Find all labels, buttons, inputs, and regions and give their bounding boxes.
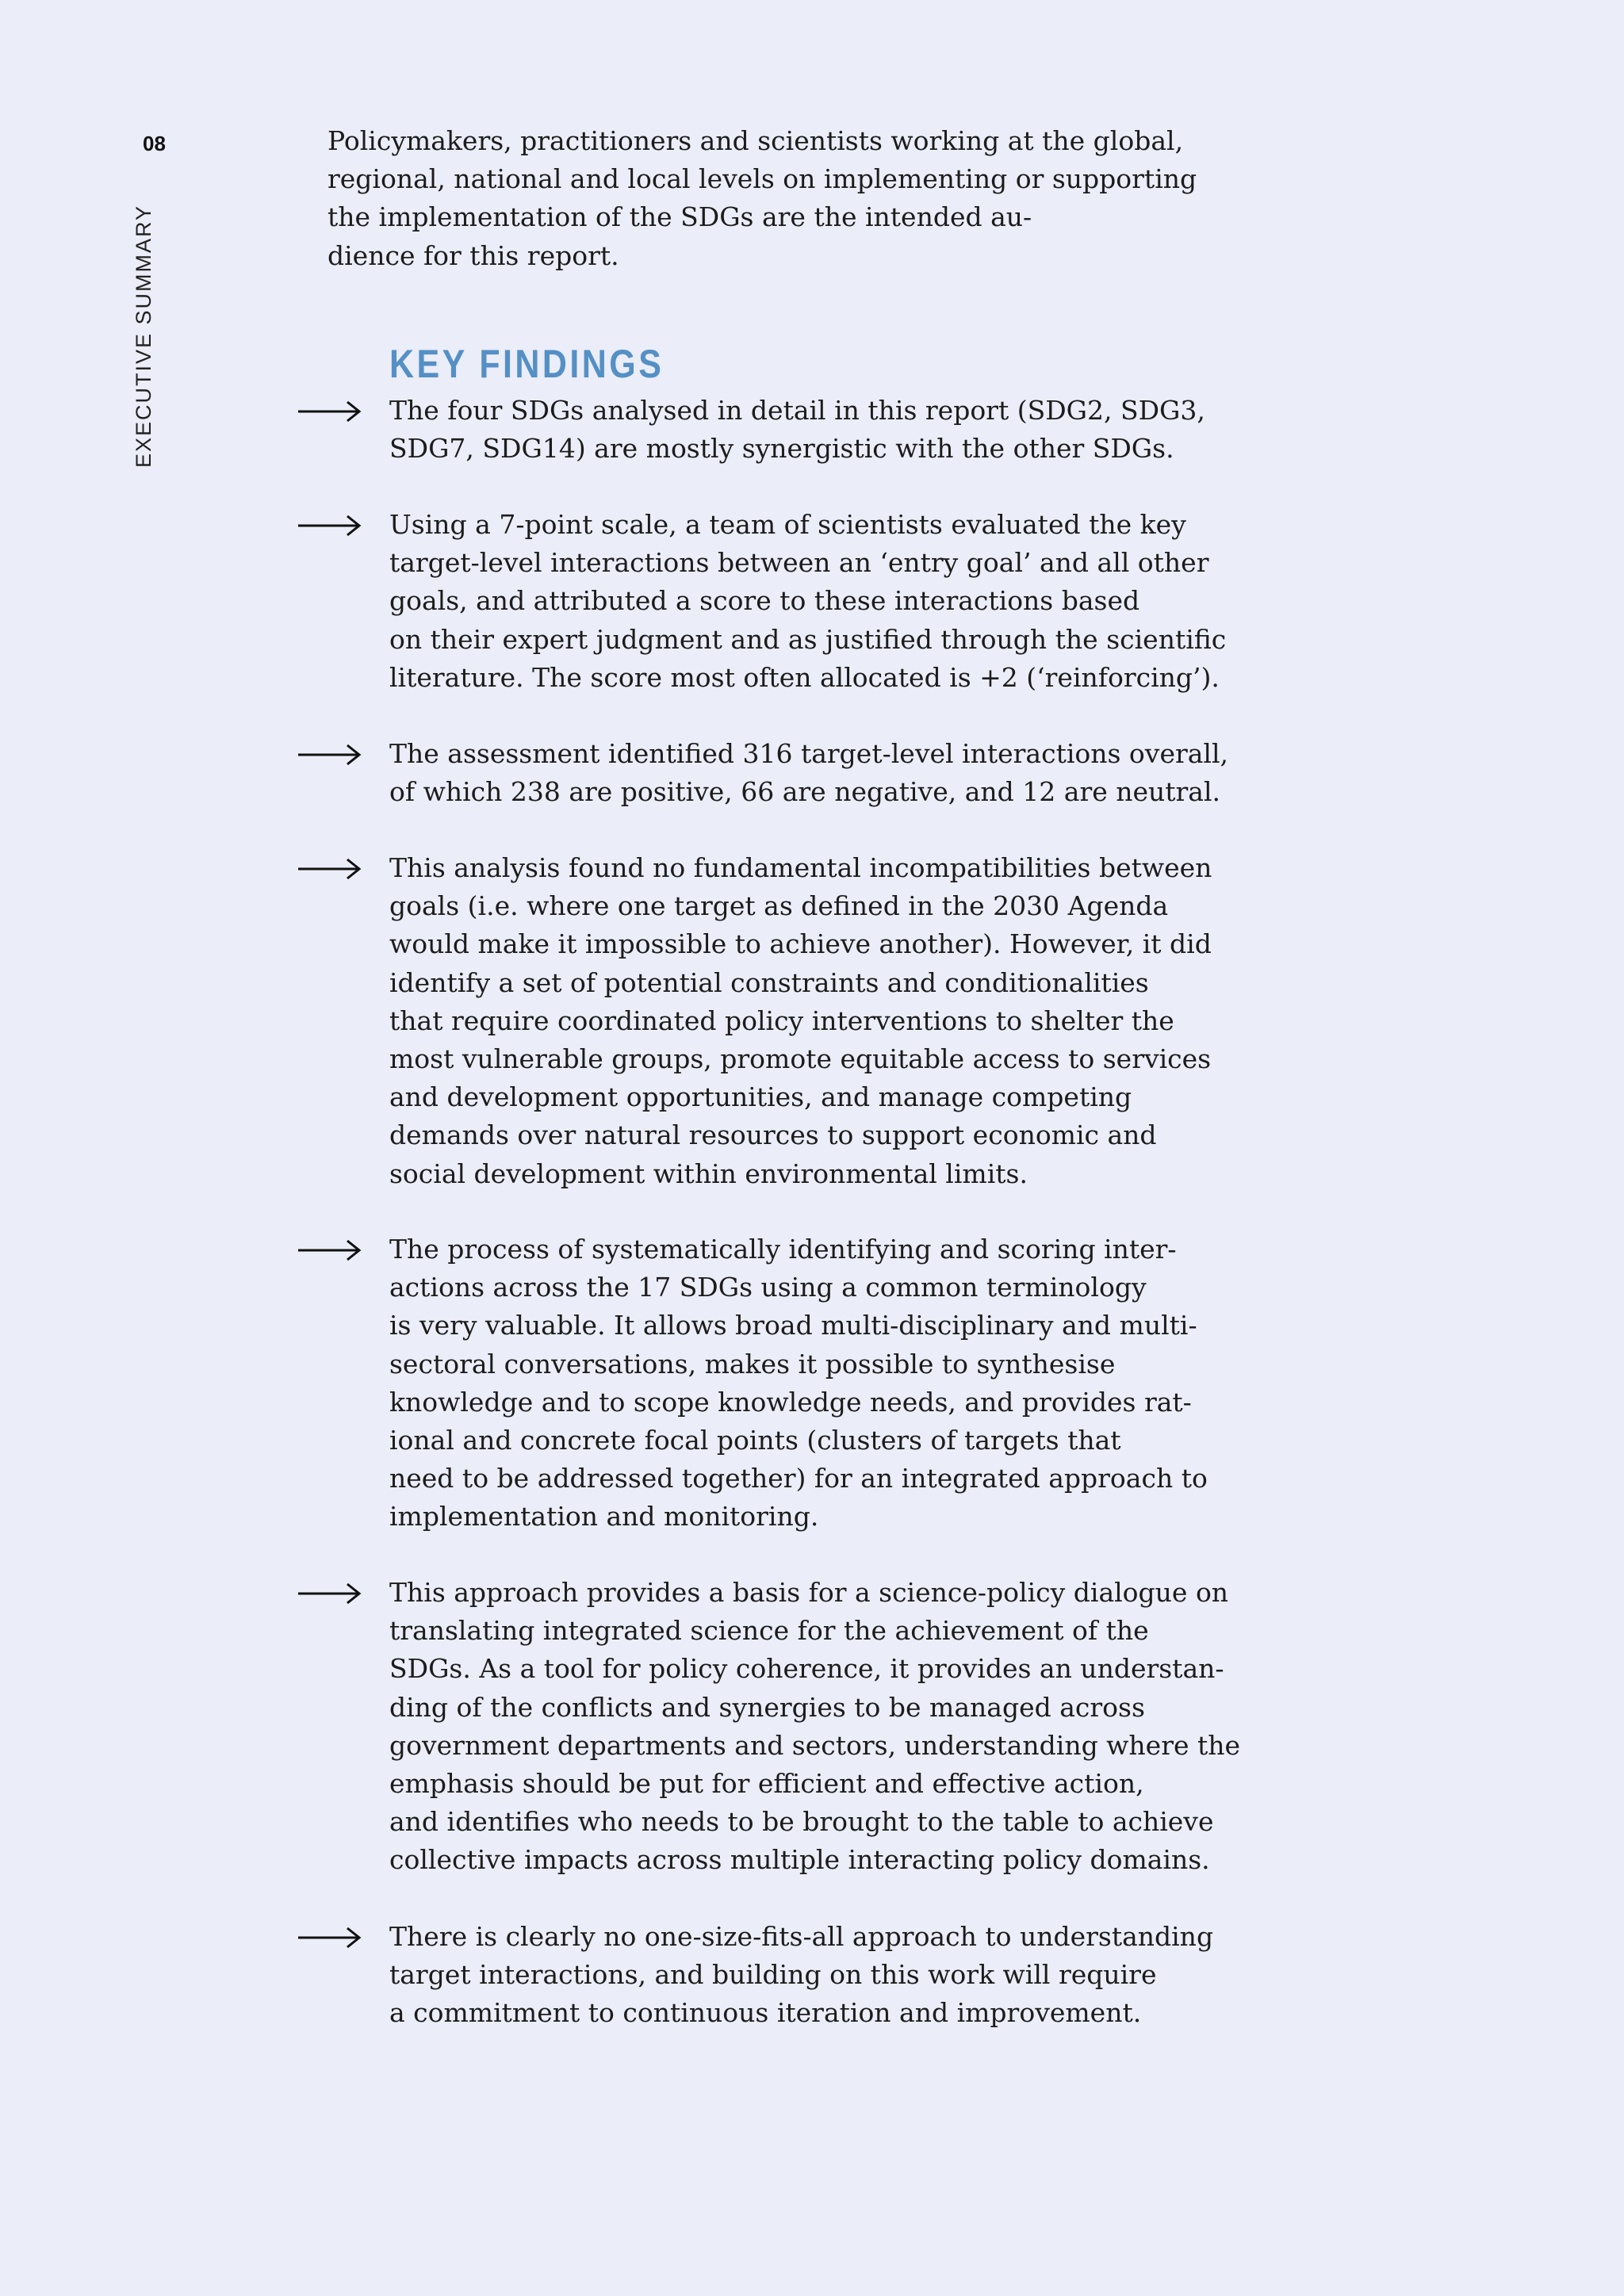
- finding-line: goals (i.e. where one target as defined in the 2030 Agenda: [389, 890, 1169, 922]
- finding-line: There is clearly no one-size-fits-all approach to understanding: [389, 1921, 1214, 1952]
- finding-line: literature. The score most often allocated is +2 (‘reinforcing’).: [389, 661, 1220, 693]
- finding-line: The four SDGs analysed in detail in this report (SDG2, SDG3,: [389, 395, 1205, 426]
- finding-line: emphasis should be put for efficient and effective action,: [389, 1768, 1144, 1800]
- finding-line: knowledge and to scope knowledge needs, and provides rat-: [389, 1386, 1192, 1418]
- finding-line: This analysis found no fundamental incompatibilities between: [389, 852, 1212, 883]
- intro-line: dience for this report.: [327, 239, 619, 271]
- finding-text: [389, 506, 1227, 697]
- intro-line: Policymakers, practitioners and scientists working at the global,: [327, 125, 1184, 156]
- finding-line: ional and concrete focal points (clusters of targets that: [389, 1425, 1121, 1456]
- finding-line: The assessment identified 316 target-level interactions overall,: [389, 738, 1229, 769]
- finding-line: most vulnerable groups, promote equitable access to services: [389, 1043, 1212, 1075]
- finding-line: target interactions, and building on this work will require: [389, 1959, 1157, 1991]
- finding-line: government departments and sectors, understanding where the: [389, 1729, 1241, 1761]
- page-number: 08: [143, 132, 166, 155]
- finding-text: [389, 1574, 1241, 1880]
- key-findings-heading: KEY FINDINGS: [389, 342, 665, 386]
- arrow-right-icon: [298, 1582, 362, 1605]
- finding-line: on their expert judgment and as justified through the scientific: [389, 623, 1227, 655]
- finding-line: that require coordinated policy interventions to shelter the: [389, 1004, 1174, 1036]
- finding-line: SDG7, SDG14) are mostly synergistic with the other SDGs.: [389, 433, 1174, 465]
- finding-line: translating integrated science for the achievement of the: [389, 1615, 1149, 1647]
- arrow-right-icon: [298, 1926, 362, 1950]
- finding-line: would make it impossible to achieve another). However, it did: [389, 928, 1212, 960]
- finding-line: sectoral conversations, makes it possible to synthesise: [389, 1348, 1116, 1380]
- finding-line: and development opportunities, and manage competing: [389, 1081, 1132, 1113]
- section-label: EXECUTIVE SUMMARY: [132, 204, 155, 468]
- intro-line: regional, national and local levels on implementing or supporting: [327, 163, 1197, 195]
- finding-text: [389, 1230, 1222, 1536]
- finding-line: identify a set of potential constraints and conditionalities: [389, 966, 1149, 998]
- arrow-right-icon: [298, 743, 362, 767]
- finding-line: The process of systematically identifying and scoring inter-: [389, 1234, 1177, 1265]
- finding-line: demands over natural resources to support economic and: [389, 1119, 1157, 1151]
- finding-line: actions across the 17 SDGs using a common terminology: [389, 1272, 1147, 1303]
- finding-line: goals, and attributed a score to these interactions based: [389, 585, 1140, 617]
- finding-line: ding of the conflicts and synergies to be managed across: [389, 1691, 1145, 1723]
- finding-line: This approach provides a basis for a science-policy dialogue on: [389, 1577, 1229, 1608]
- finding-line: SDGs. As a tool for policy coherence, it provides an understan-: [389, 1653, 1224, 1685]
- finding-line: implementation and monitoring.: [389, 1501, 819, 1533]
- finding-line: Using a 7-point scale, a team of scientists evaluated the key: [389, 509, 1186, 540]
- intro-paragraph: [327, 122, 1197, 275]
- finding-line: of which 238 are positive, 66 are negative, and 12 are neutral.: [389, 776, 1221, 808]
- arrow-right-icon: [298, 514, 362, 538]
- finding-line: collective impacts across multiple interacting policy domains.: [389, 1844, 1210, 1876]
- finding-text: [389, 735, 1229, 811]
- finding-line: is very valuable. It allows broad multi-disciplinary and multi-: [389, 1310, 1197, 1341]
- finding-line: a commitment to continuous iteration and improvement.: [389, 1997, 1142, 2029]
- finding-line: and identifies who needs to be brought to the table to achieve: [389, 1806, 1214, 1838]
- arrow-right-icon: [298, 1238, 362, 1262]
- finding-line: need to be addressed together) for an integrated approach to: [389, 1463, 1208, 1494]
- arrow-right-icon: [298, 857, 362, 881]
- finding-text: [389, 1918, 1222, 2033]
- intro-line: the implementation of the SDGs are the intended au-: [327, 201, 1032, 233]
- arrow-right-icon: [298, 400, 362, 423]
- finding-text: [389, 849, 1222, 1193]
- finding-line: target-level interactions between an ‘entry goal’ and all other: [389, 547, 1209, 579]
- finding-line: social development within environmental limits.: [389, 1158, 1028, 1189]
- finding-text: [389, 392, 1222, 468]
